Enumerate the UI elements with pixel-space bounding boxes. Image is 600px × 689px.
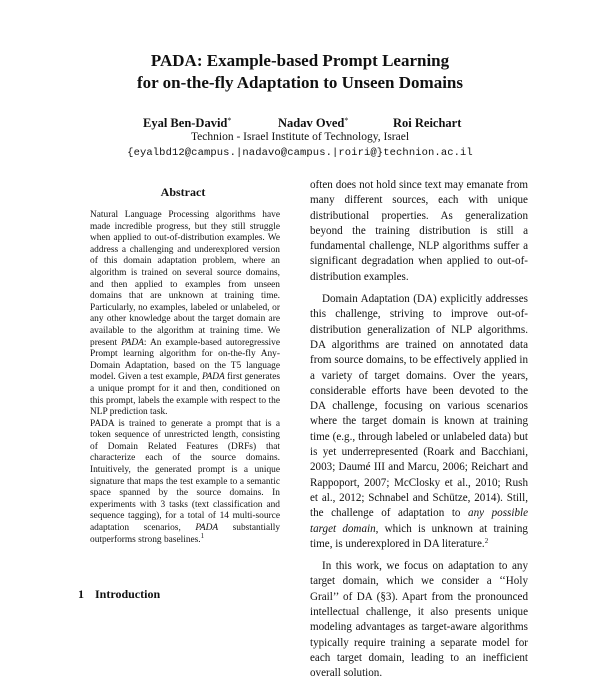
author-list: [0, 116, 600, 132]
paper-title: [0, 50, 600, 94]
title-line-1: PADA: Example-based Prompt Learning: [150, 51, 450, 70]
abstract-paragraph-2: PADA is trained to generate a prompt that is a token sequence of unrestricted length, consisting of Domain Related Features (DRFs) that characterize each of the source domains. Intuitively, the generated prompt is a unique signature that maps the test example to a semantic space spanned by the source domains. In experiments with 3 tasks (text classification and sequence tagging), for a total of 14 multi-source adaptation scenarios, PADA substantially outperforms strong baselines.$^1$: [90, 418, 281, 545]
right-paragraph-2: Domain Adaptation (DA) explicitly addresses this challenge, striving to improve out-of-distribution generalization of NLP algorithms. DA algorithms are trained on annotated data from source domains, to be effectively applied in a variety of target domains. Over the years, considerable efforts have been devoted to the DA challenge, focusing on various scenarios where the target domain is known at training time (e.g., through labeled or unlabeled data) but is yet underrepresented (Roark and Bacchiani, 2003; Daumé III and Marcu, 2006; Reichart and Rappoport, 2007; McClosky et al., 2010; Rush et al., 2012; Schnabel and Schütze, 2014). Still, the challenge of adaptation to any possible target domain, which is unknown at training time, is underexplored in DA literature.$^2$: [310, 293, 528, 550]
author-emails: {eyalbd12@campus.|nadavo@campus.|roiri@}technion.ac.il: [127, 147, 473, 159]
right-paragraph-1: often does not hold since text may emanate from many different sources, each with unique distributional properties. As generalization beyond the training distribution is still a fundamental challenge, NLP algorithms suffer a significant degradation when applied to out-of-distribution examples.: [310, 179, 528, 283]
right-column-text: [310, 178, 528, 689]
right-paragraph-3: In this work, we focus on adaptation to any target domain, which we consider a ‘‘Holy Grail’’ of DA (§3). Apart from the pronounced intellectual challenge, it also presents unique modeling advantages as target-aware algorithms typically require training a separate model for each target domain, leading to an inefficient overall solution.: [310, 560, 528, 680]
footnote-marker-2: 2: [484, 536, 489, 545]
affiliation: Technion - Israel Institute of Technology, Israel: [190, 131, 410, 143]
section-title: Introduction: [95, 587, 161, 601]
title-line-2: for on-the-fly Adaptation to Unseen Domains: [136, 73, 463, 92]
author-2: Nadav Oved*: [278, 116, 349, 130]
section-number: 1: [78, 587, 84, 601]
abstract-body: [90, 210, 280, 546]
footnote-marker-1: 1: [200, 531, 205, 540]
author-3: Roi Reichart: [393, 116, 462, 130]
abstract-paragraph-1: Natural Language Processing algorithms have made incredible progress, but they still struggle when applied to out-of-distribution examples. We address a challenging and underexplored version of this domain adaptation problem, where an algorithm is trained on several source domains, and then applied to examples from unseen domains that are unknown at training time. Particularly, no examples, labeled or unlabeled, or any other knowledge about the target domain are available to the algorithm at training time. We present PADA: An example-based autoregressive Prompt learning algorithm for on-the-fly Any-Domain Adaptation, based on the T5 language model. Given a test example, PADA first generates a unique prompt for it and then, conditioned on this prompt, labels the example with respect to the NLP prediction task.: [90, 210, 281, 418]
author-1: Eyal Ben-David*: [143, 116, 232, 130]
abstract-heading: Abstract: [160, 185, 206, 199]
